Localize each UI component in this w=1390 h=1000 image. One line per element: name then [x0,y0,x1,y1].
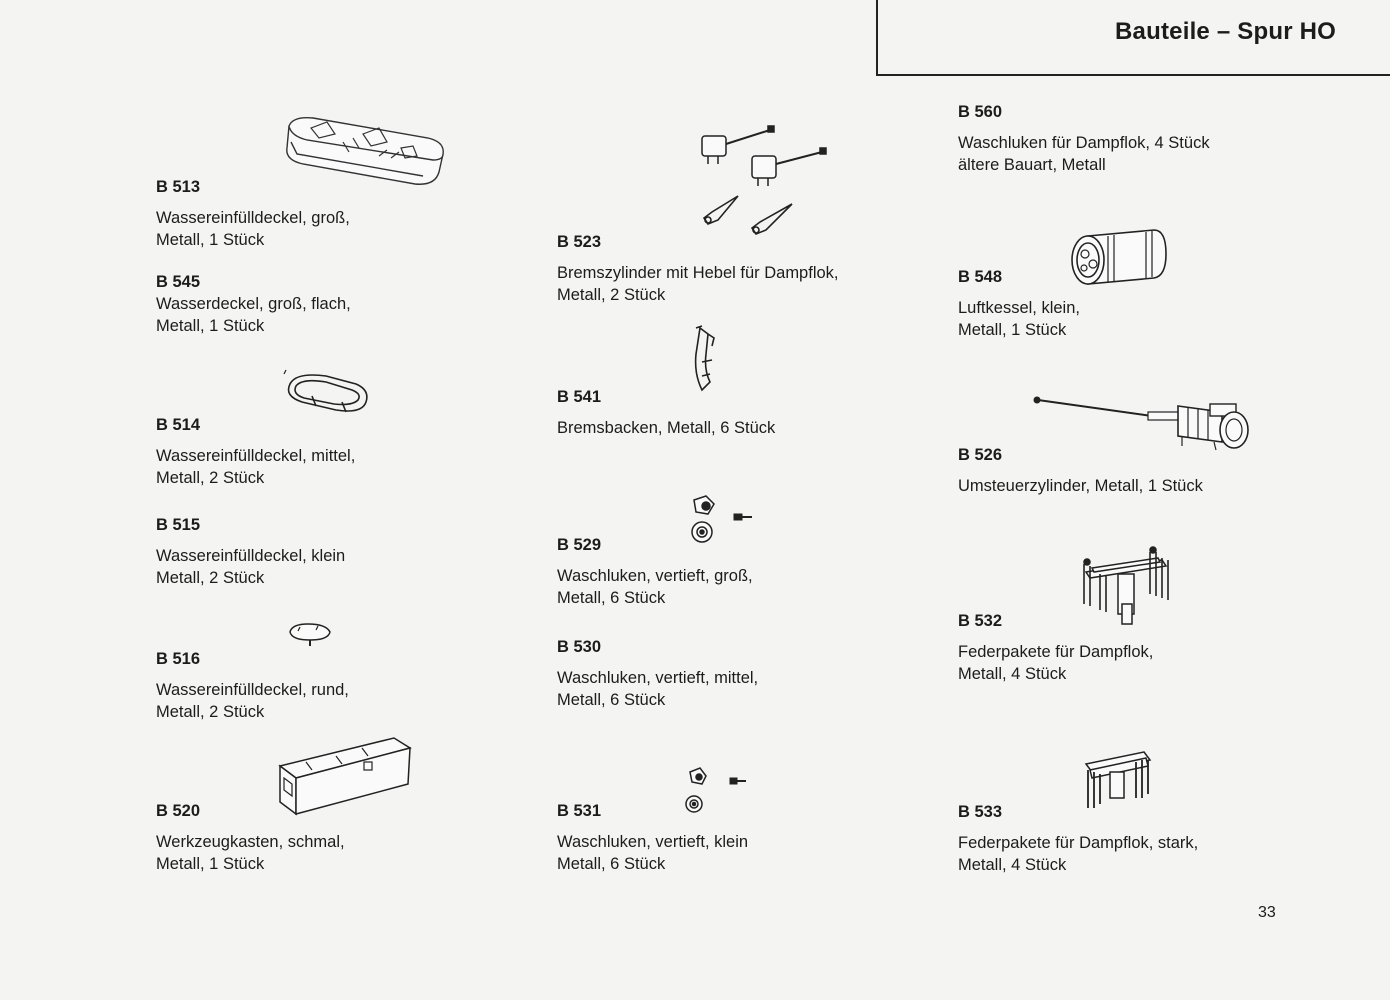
waschluken-gross-icon [684,492,764,548]
item-code: B 513 [156,178,201,196]
item-code: B 523 [557,233,602,251]
item-description: Werkzeugkasten, schmal, Metall, 1 Stück [156,833,345,873]
item-code: B 515 [156,516,201,534]
bremszylinder-icon [694,122,834,250]
item-b548 [958,266,1080,341]
wasserdeckel-gross-icon [283,112,448,192]
item-description: Bremszylinder mit Hebel für Dampflok, Metall, 2 Stück [557,264,839,304]
waschluken-klein-icon [684,766,754,816]
item-code: B 532 [958,612,1003,630]
page-number: 33 [1258,904,1276,921]
werkzeugkasten-icon [276,732,416,816]
item-description: Waschluken, vertieft, groß, Metall, 6 Stück [557,567,753,607]
item-code: B 530 [557,638,602,656]
federpakete-stark-icon [1080,748,1156,812]
header-box [876,0,1390,76]
item-description: Wasserdeckel, groß, flach, Metall, 1 Stück [156,295,351,335]
item-b514 [156,414,355,489]
item-code: B 514 [156,416,201,434]
umsteuerzylinder-icon [1032,392,1262,452]
item-code: B 541 [557,388,602,406]
item-code: B 548 [958,268,1003,286]
item-code: B 531 [557,802,602,820]
item-b516 [156,648,349,723]
item-code: B 545 [156,273,201,291]
bremsbacken-icon [690,324,724,394]
item-code: B 520 [156,802,201,820]
wasserdeckel-rund-icon [286,622,334,648]
federpakete-icon [1072,544,1172,626]
item-code: B 529 [557,536,602,554]
item-description: Waschluken, vertieft, klein Metall, 6 Stück [557,833,749,873]
item-description: Bremsbacken, Metall, 6 Stück [557,419,776,437]
item-description: Federpakete für Dampflok, stark, Metall, 4 Stück [958,834,1199,874]
item-b533 [958,801,1198,876]
item-description: Waschluken für Dampflok, 4 Stück ältere Bauart, Metall [958,134,1210,174]
item-description: Umsteuerzylinder, Metall, 1 Stück [958,477,1203,495]
item-code: B 516 [156,650,201,668]
item-b545 [156,271,351,337]
item-code: B 526 [958,446,1003,464]
item-description: Federpakete für Dampflok, Metall, 4 Stück [958,643,1154,683]
item-b515 [156,514,345,589]
item-description: Wassereinfülldeckel, mittel, Metall, 2 Stück [156,447,356,487]
item-code: B 533 [958,803,1003,821]
item-description: Wassereinfülldeckel, klein Metall, 2 Stück [156,547,346,587]
item-b530 [557,636,758,711]
luftkessel-icon [1068,226,1168,290]
wasserdeckel-mittel-icon [282,370,372,416]
item-description: Luftkessel, klein, Metall, 1 Stück [958,299,1080,339]
item-b541 [557,386,775,439]
page-title: Bauteile – Spur HO [1115,18,1336,45]
item-b560 [958,101,1210,176]
item-description: Wassereinfülldeckel, groß, Metall, 1 Stück [156,209,350,249]
item-description: Wassereinfülldeckel, rund, Metall, 2 Stück [156,681,349,721]
item-description: Waschluken, vertieft, mittel, Metall, 6 Stück [557,669,759,709]
item-code: B 560 [958,103,1003,121]
